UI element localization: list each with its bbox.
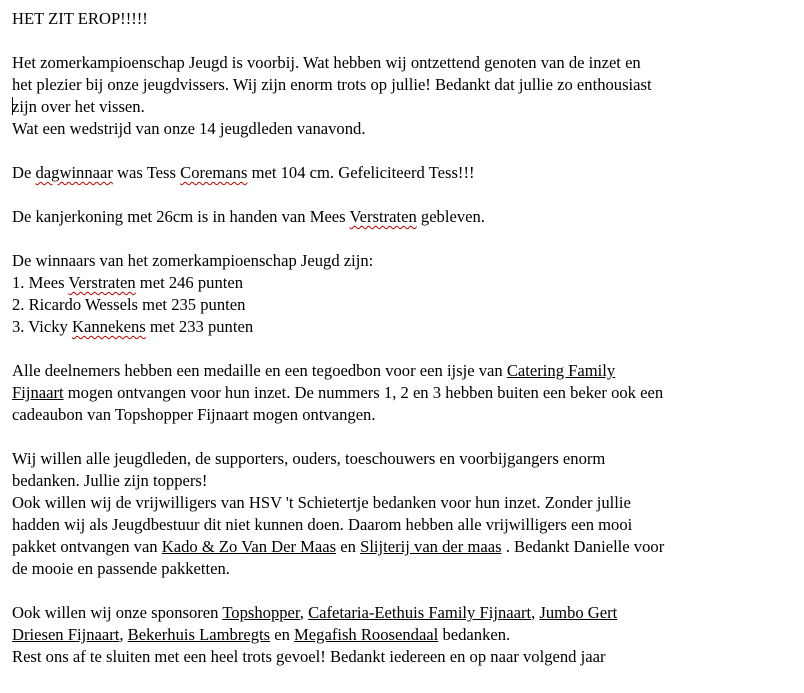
text-segment: pakket ontvangen van (12, 537, 162, 556)
intro-line-2: het plezier bij onze jeugdvissers. Wij zijn enorm trots op jullie! Bedankt dat jullie zo enthousiast (12, 75, 652, 94)
blank-line (12, 184, 802, 206)
winner-rank-3 (12, 316, 802, 338)
spelling-error-word[interactable]: Coremans (180, 163, 248, 182)
thanks-line-5 (12, 536, 802, 558)
blank-line (12, 228, 802, 250)
hyperlink-catering-family-fijnaart[interactable]: Catering Family (506, 361, 616, 380)
text-segment: bedanken. (438, 625, 511, 644)
text-segment: met 233 punten (145, 317, 254, 336)
blank-line (12, 338, 802, 360)
blank-line (12, 140, 802, 162)
winners-heading: De winnaars van het zomerkampioenschap Jeugd zijn: (12, 251, 374, 270)
hyperlink-megafish[interactable]: Megafish Roosendaal (294, 625, 439, 644)
winner-rank-2: 2. Ricardo Wessels met 235 punten (12, 295, 246, 314)
winner-rank-1 (12, 272, 802, 294)
sponsors-line-2 (12, 624, 802, 646)
thanks-line-3: Ook willen wij de vrijwilligers van HSV 't Schietertje bedanken voor hun inzet. Zonder jullie (12, 493, 631, 512)
text-segment: , (299, 603, 309, 622)
hyperlink-jumbo[interactable]: Jumbo Gert (539, 603, 618, 622)
text-segment: 3. Vicky (12, 317, 72, 336)
text-segment: , (531, 603, 540, 622)
text-segment: en (336, 537, 361, 556)
intro-line-3 (12, 96, 802, 118)
spelling-error-word[interactable]: Kannekens (72, 317, 146, 336)
text-segment: met 246 punten (135, 273, 244, 292)
sponsors-line-1 (12, 602, 802, 624)
kanjer-line (12, 206, 802, 228)
intro-line-3-text: zijn over het vissen. (12, 97, 145, 116)
text-segment: mogen ontvangen voor hun inzet. De nummers 1, 2 en 3 hebben buiten een beker ook een (63, 383, 664, 402)
prizes-line-1 (12, 360, 802, 382)
hyperlink-slijterij[interactable]: Slijterij van der maas (360, 537, 502, 556)
intro-line-4: Wat een wedstrijd van onze 14 jeugdleden vanavond. (12, 119, 366, 138)
hyperlink-jumbo[interactable]: Driesen Fijnaart (12, 625, 120, 644)
text-segment: De (12, 163, 36, 182)
text-segment: De kanjerkoning met 26cm is in handen van Mees (12, 207, 350, 226)
hyperlink-bekerhuis[interactable]: Bekerhuis Lambregts (127, 625, 271, 644)
hyperlink-cafetaria[interactable]: Cafetaria-Eethuis Family Fijnaart (308, 603, 532, 622)
blank-line (12, 30, 802, 52)
text-segment: . Bedankt Danielle voor (501, 537, 665, 556)
intro-line-1: Het zomerkampioenschap Jeugd is voorbij. Wat hebben wij ontzettend genoten van de inzet en (12, 53, 641, 72)
text-segment: gebleven. (416, 207, 485, 226)
sponsors-line-3: Rest ons af te sluiten met een heel trots gevoel! Bedankt iedereen en op naar volgend jaar (12, 647, 606, 666)
text-segment: was Tess (112, 163, 181, 182)
thanks-line-4: hadden wij als Jeugdbestuur dit niet kunnen doen. Daarom hebben alle vrijwilligers een mooi (12, 515, 633, 534)
document-title: HET ZIT EROP!!!!! (12, 9, 148, 28)
thanks-line-2: bedanken. Jullie zijn toppers! (12, 471, 208, 490)
hyperlink-topshopper[interactable]: Topshopper (222, 603, 300, 622)
spelling-error-word[interactable]: Verstraten (349, 207, 417, 226)
text-segment: 1. Mees (12, 273, 69, 292)
thanks-line-1: Wij willen alle jeugdleden, de supporters, ouders, toeschouwers en voorbijgangers enorm (12, 449, 606, 468)
text-segment: Alle deelnemers hebben een medaille en een tegoedbon voor een ijsje van (12, 361, 507, 380)
text-segment: , (119, 625, 128, 644)
hyperlink-kado-zo[interactable]: Kado & Zo Van Der Maas (161, 537, 337, 556)
document-body[interactable] (12, 8, 802, 668)
hyperlink-catering-family-fijnaart[interactable]: Fijnaart (12, 383, 64, 402)
text-segment: met 104 cm. Gefeliciteerd Tess!!! (247, 163, 475, 182)
blank-line (12, 426, 802, 448)
prizes-line-2 (12, 382, 802, 404)
thanks-line-6: de mooie en passende pakketten. (12, 559, 230, 578)
spelling-error-word[interactable]: dagwinnaar (35, 163, 113, 182)
blank-line (12, 580, 802, 602)
spelling-error-word[interactable]: Verstraten (68, 273, 136, 292)
text-segment: en (270, 625, 295, 644)
text-segment: Ook willen wij onze sponsoren (12, 603, 223, 622)
prizes-line-3: cadeaubon van Topshopper Fijnaart mogen ontvangen. (12, 405, 376, 424)
day-winner-line (12, 162, 802, 184)
